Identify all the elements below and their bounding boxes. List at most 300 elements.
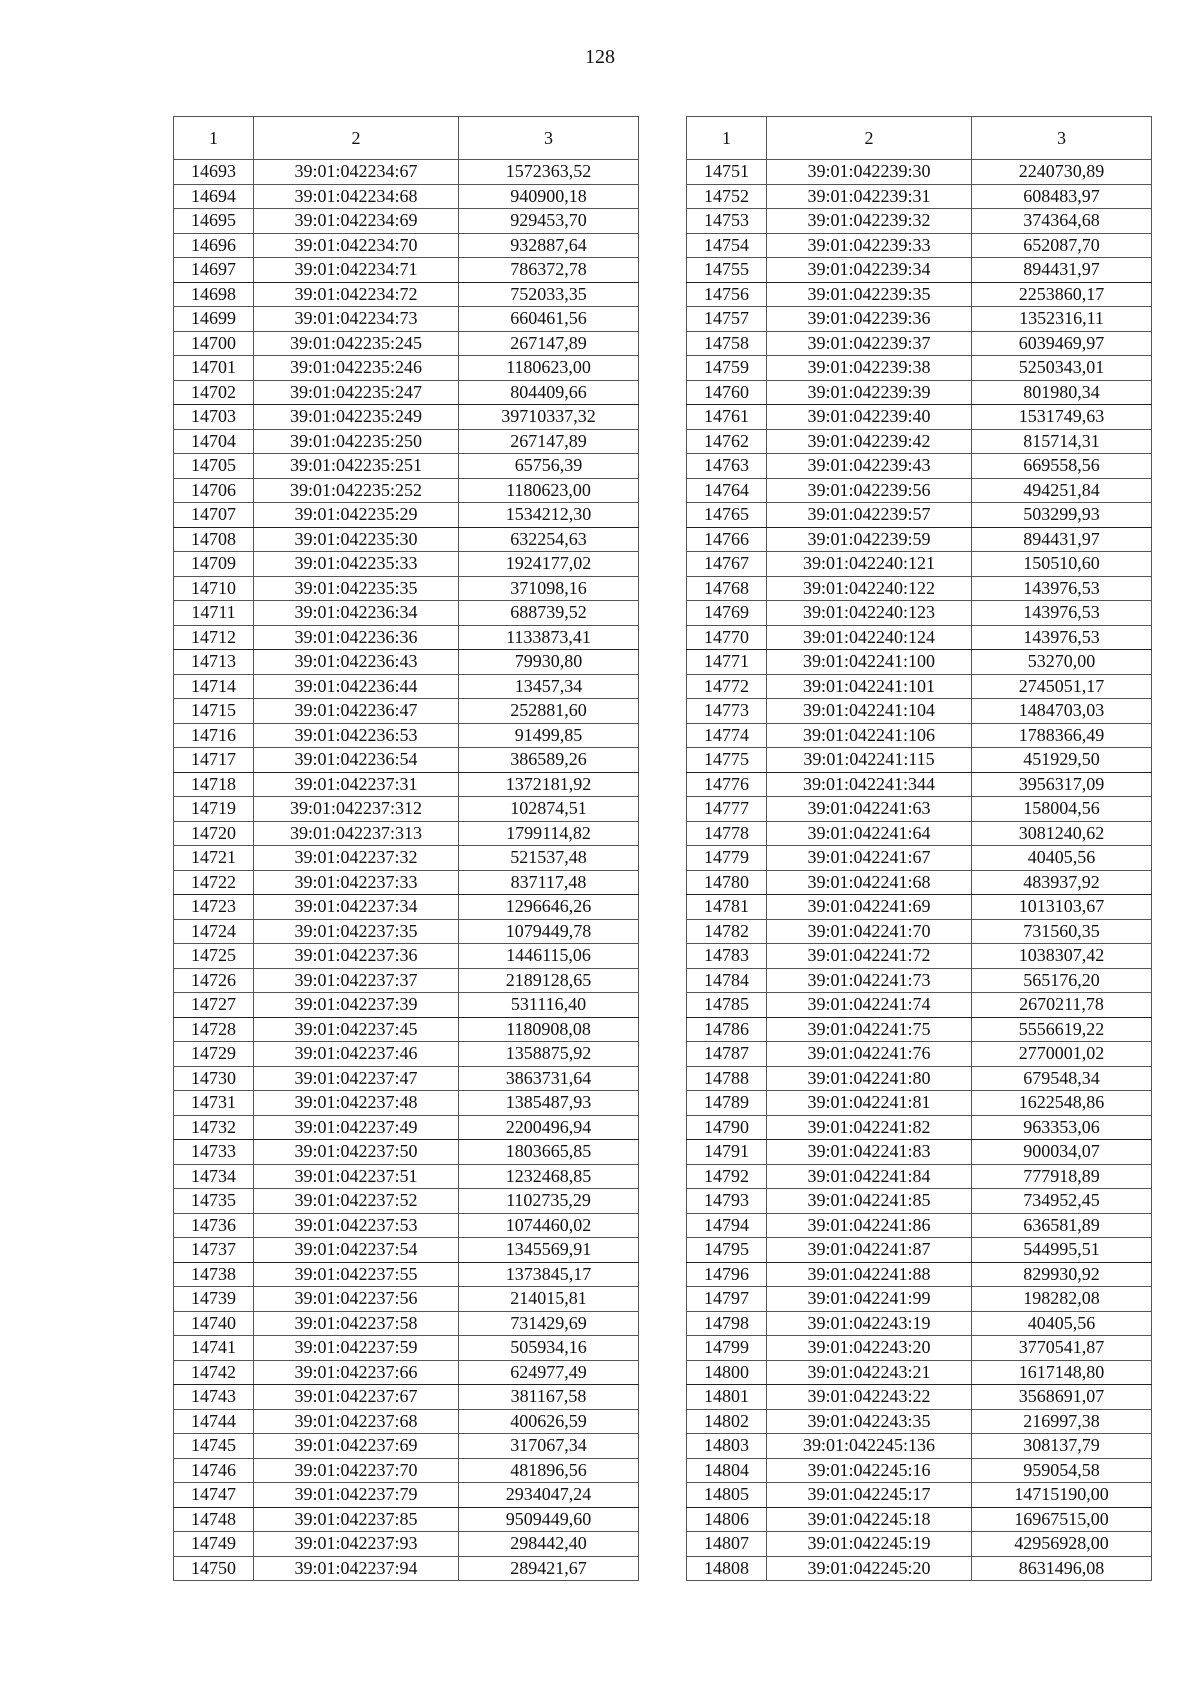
column-header: 2 <box>254 117 459 160</box>
row-number-cell: 14804 <box>687 1458 767 1483</box>
value-cell: 959054,58 <box>972 1458 1152 1483</box>
cadastral-number-cell: 39:01:042237:79 <box>254 1483 459 1508</box>
table-row <box>687 993 1152 1018</box>
table-row <box>174 1262 639 1287</box>
row-number-cell: 14787 <box>687 1042 767 1067</box>
cadastral-number-cell: 39:01:042236:47 <box>254 699 459 724</box>
value-cell: 1622548,86 <box>972 1091 1152 1116</box>
value-cell: 1924177,02 <box>459 552 639 577</box>
row-number-cell: 14719 <box>174 797 254 822</box>
table-row <box>174 699 639 724</box>
value-cell: 829930,92 <box>972 1262 1152 1287</box>
table-row <box>174 429 639 454</box>
value-cell: 267147,89 <box>459 331 639 356</box>
row-number-cell: 14728 <box>174 1017 254 1042</box>
cadastral-number-cell: 39:01:042234:67 <box>254 160 459 185</box>
cadastral-number-cell: 39:01:042237:51 <box>254 1164 459 1189</box>
cadastral-number-cell: 39:01:042237:68 <box>254 1409 459 1434</box>
table-row <box>174 1066 639 1091</box>
value-cell: 298442,40 <box>459 1532 639 1557</box>
row-number-cell: 14746 <box>174 1458 254 1483</box>
cadastral-number-cell: 39:01:042237:32 <box>254 846 459 871</box>
row-number-cell: 14772 <box>687 674 767 699</box>
row-number-cell: 14764 <box>687 478 767 503</box>
table-row <box>687 1311 1152 1336</box>
table-row <box>687 1262 1152 1287</box>
cadastral-number-cell: 39:01:042243:21 <box>767 1360 972 1385</box>
table-row <box>687 356 1152 381</box>
value-cell: 481896,56 <box>459 1458 639 1483</box>
value-cell: 963353,06 <box>972 1115 1152 1140</box>
cadastral-number-cell: 39:01:042235:250 <box>254 429 459 454</box>
row-number-cell: 14801 <box>687 1385 767 1410</box>
row-number-cell: 14733 <box>174 1140 254 1165</box>
cadastral-number-cell: 39:01:042240:124 <box>767 625 972 650</box>
value-cell: 317067,34 <box>459 1434 639 1459</box>
value-cell: 544995,51 <box>972 1238 1152 1263</box>
cadastral-number-cell: 39:01:042243:20 <box>767 1336 972 1361</box>
cadastral-number-cell: 39:01:042237:50 <box>254 1140 459 1165</box>
cadastral-number-cell: 39:01:042236:53 <box>254 723 459 748</box>
row-number-cell: 14703 <box>174 405 254 430</box>
row-number-cell: 14792 <box>687 1164 767 1189</box>
table-row <box>687 1017 1152 1042</box>
table-row <box>174 1189 639 1214</box>
cadastral-number-cell: 39:01:042235:30 <box>254 527 459 552</box>
value-cell: 5556619,22 <box>972 1017 1152 1042</box>
cadastral-number-cell: 39:01:042241:76 <box>767 1042 972 1067</box>
row-number-cell: 14747 <box>174 1483 254 1508</box>
row-number-cell: 14753 <box>687 209 767 234</box>
table-row <box>687 748 1152 773</box>
cadastral-number-cell: 39:01:042235:33 <box>254 552 459 577</box>
cadastral-number-cell: 39:01:042241:70 <box>767 919 972 944</box>
value-cell: 837117,48 <box>459 870 639 895</box>
row-number-cell: 14754 <box>687 233 767 258</box>
row-number-cell: 14708 <box>174 527 254 552</box>
column-header: 2 <box>767 117 972 160</box>
table-row <box>687 1066 1152 1091</box>
table-row <box>687 331 1152 356</box>
cadastral-number-cell: 39:01:042241:101 <box>767 674 972 699</box>
cadastral-number-cell: 39:01:042241:69 <box>767 895 972 920</box>
row-number-cell: 14693 <box>174 160 254 185</box>
value-cell: 216997,38 <box>972 1409 1152 1434</box>
value-cell: 494251,84 <box>972 478 1152 503</box>
table-row <box>687 625 1152 650</box>
table-row <box>687 184 1152 209</box>
table-row <box>687 895 1152 920</box>
value-cell: 1296646,26 <box>459 895 639 920</box>
value-cell: 679548,34 <box>972 1066 1152 1091</box>
value-cell: 932887,64 <box>459 233 639 258</box>
cadastral-number-cell: 39:01:042237:54 <box>254 1238 459 1263</box>
value-cell: 894431,97 <box>972 258 1152 283</box>
row-number-cell: 14799 <box>687 1336 767 1361</box>
cadastral-number-cell: 39:01:042239:35 <box>767 282 972 307</box>
column-header: 3 <box>972 117 1152 160</box>
table-row <box>687 1213 1152 1238</box>
row-number-cell: 14720 <box>174 821 254 846</box>
row-number-cell: 14759 <box>687 356 767 381</box>
value-cell: 1484703,03 <box>972 699 1152 724</box>
row-number-cell: 14774 <box>687 723 767 748</box>
table-row <box>174 1336 639 1361</box>
cadastral-number-cell: 39:01:042237:67 <box>254 1385 459 1410</box>
cadastral-number-cell: 39:01:042235:247 <box>254 380 459 405</box>
value-cell: 565176,20 <box>972 968 1152 993</box>
row-number-cell: 14725 <box>174 944 254 969</box>
table-row <box>687 160 1152 185</box>
cadastral-number-cell: 39:01:042235:245 <box>254 331 459 356</box>
table-row <box>174 993 639 1018</box>
row-number-cell: 14709 <box>174 552 254 577</box>
cadastral-number-cell: 39:01:042241:73 <box>767 968 972 993</box>
cadastral-number-cell: 39:01:042240:121 <box>767 552 972 577</box>
table-row <box>174 184 639 209</box>
row-number-cell: 14767 <box>687 552 767 577</box>
cadastral-number-cell: 39:01:042241:75 <box>767 1017 972 1042</box>
table-row <box>687 1189 1152 1214</box>
value-cell: 5250343,01 <box>972 356 1152 381</box>
table-row <box>174 1091 639 1116</box>
table-row <box>174 1115 639 1140</box>
table-row <box>687 1238 1152 1263</box>
value-cell: 2253860,17 <box>972 282 1152 307</box>
row-number-cell: 14765 <box>687 503 767 528</box>
table-row <box>687 650 1152 675</box>
row-number-cell: 14769 <box>687 601 767 626</box>
cadastral-number-cell: 39:01:042237:39 <box>254 993 459 1018</box>
table-row <box>174 233 639 258</box>
value-cell: 1180623,00 <box>459 478 639 503</box>
value-cell: 1133873,41 <box>459 625 639 650</box>
value-cell: 1038307,42 <box>972 944 1152 969</box>
cadastral-number-cell: 39:01:042239:37 <box>767 331 972 356</box>
row-number-cell: 14698 <box>174 282 254 307</box>
table-row <box>174 674 639 699</box>
value-cell: 451929,50 <box>972 748 1152 773</box>
value-cell: 731429,69 <box>459 1311 639 1336</box>
row-number-cell: 14762 <box>687 429 767 454</box>
value-cell: 1572363,52 <box>459 160 639 185</box>
value-cell: 371098,16 <box>459 576 639 601</box>
table-row <box>687 478 1152 503</box>
row-number-cell: 14779 <box>687 846 767 871</box>
cadastral-number-cell: 39:01:042241:80 <box>767 1066 972 1091</box>
table-row <box>687 797 1152 822</box>
value-cell: 39710337,32 <box>459 405 639 430</box>
row-number-cell: 14730 <box>174 1066 254 1091</box>
cadastral-number-cell: 39:01:042237:56 <box>254 1287 459 1312</box>
cadastral-number-cell: 39:01:042245:17 <box>767 1483 972 1508</box>
value-cell: 1079449,78 <box>459 919 639 944</box>
row-number-cell: 14722 <box>174 870 254 895</box>
table-row <box>687 307 1152 332</box>
value-cell: 688739,52 <box>459 601 639 626</box>
value-cell: 894431,97 <box>972 527 1152 552</box>
cadastral-number-cell: 39:01:042236:54 <box>254 748 459 773</box>
row-number-cell: 14785 <box>687 993 767 1018</box>
table-row <box>174 650 639 675</box>
row-number-cell: 14766 <box>687 527 767 552</box>
value-cell: 505934,16 <box>459 1336 639 1361</box>
table-row <box>174 944 639 969</box>
cadastral-number-cell: 39:01:042237:66 <box>254 1360 459 1385</box>
value-cell: 1013103,67 <box>972 895 1152 920</box>
row-number-cell: 14763 <box>687 454 767 479</box>
row-number-cell: 14751 <box>687 160 767 185</box>
table-row <box>174 968 639 993</box>
cadastral-number-cell: 39:01:042237:49 <box>254 1115 459 1140</box>
cadastral-number-cell: 39:01:042245:19 <box>767 1532 972 1557</box>
value-cell: 503299,93 <box>972 503 1152 528</box>
table-row <box>687 454 1152 479</box>
row-number-cell: 14757 <box>687 307 767 332</box>
cadastral-number-cell: 39:01:042241:106 <box>767 723 972 748</box>
row-number-cell: 14798 <box>687 1311 767 1336</box>
value-cell: 143976,53 <box>972 601 1152 626</box>
value-cell: 2745051,17 <box>972 674 1152 699</box>
row-number-cell: 14696 <box>174 233 254 258</box>
row-number-cell: 14727 <box>174 993 254 1018</box>
cadastral-number-cell: 39:01:042239:36 <box>767 307 972 332</box>
cadastral-number-cell: 39:01:042236:43 <box>254 650 459 675</box>
cadastral-number-cell: 39:01:042237:48 <box>254 1091 459 1116</box>
cadastral-number-cell: 39:01:042235:252 <box>254 478 459 503</box>
row-number-cell: 14744 <box>174 1409 254 1434</box>
cadastral-number-cell: 39:01:042237:313 <box>254 821 459 846</box>
cadastral-number-cell: 39:01:042237:312 <box>254 797 459 822</box>
row-number-cell: 14808 <box>687 1556 767 1581</box>
value-cell: 158004,56 <box>972 797 1152 822</box>
table-row <box>174 723 639 748</box>
row-number-cell: 14803 <box>687 1434 767 1459</box>
cadastral-number-cell: 39:01:042234:68 <box>254 184 459 209</box>
value-cell: 2240730,89 <box>972 160 1152 185</box>
value-cell: 1102735,29 <box>459 1189 639 1214</box>
value-cell: 2934047,24 <box>459 1483 639 1508</box>
cadastral-number-cell: 39:01:042239:57 <box>767 503 972 528</box>
cadastral-number-cell: 39:01:042240:122 <box>767 576 972 601</box>
row-number-cell: 14699 <box>174 307 254 332</box>
cadastral-number-cell: 39:01:042239:43 <box>767 454 972 479</box>
column-header: 3 <box>459 117 639 160</box>
table-row <box>687 1458 1152 1483</box>
cadastral-number-cell: 39:01:042241:68 <box>767 870 972 895</box>
cadastral-number-cell: 39:01:042239:40 <box>767 405 972 430</box>
row-number-cell: 14791 <box>687 1140 767 1165</box>
cadastral-number-cell: 39:01:042241:83 <box>767 1140 972 1165</box>
cadastral-number-cell: 39:01:042237:47 <box>254 1066 459 1091</box>
table-row <box>687 1483 1152 1508</box>
table-row <box>687 1434 1152 1459</box>
table-row <box>687 1532 1152 1557</box>
value-cell: 940900,18 <box>459 184 639 209</box>
value-cell: 1232468,85 <box>459 1164 639 1189</box>
value-cell: 1074460,02 <box>459 1213 639 1238</box>
cadastral-number-cell: 39:01:042241:72 <box>767 944 972 969</box>
table-row <box>174 1434 639 1459</box>
table-row <box>174 1017 639 1042</box>
row-number-cell: 14770 <box>687 625 767 650</box>
cadastral-number-cell: 39:01:042245:18 <box>767 1507 972 1532</box>
cadastral-number-cell: 39:01:042234:71 <box>254 258 459 283</box>
row-number-cell: 14711 <box>174 601 254 626</box>
value-cell: 65756,39 <box>459 454 639 479</box>
row-number-cell: 14743 <box>174 1385 254 1410</box>
value-cell: 267147,89 <box>459 429 639 454</box>
table-row <box>687 1556 1152 1581</box>
row-number-cell: 14716 <box>174 723 254 748</box>
value-cell: 198282,08 <box>972 1287 1152 1312</box>
table-row <box>174 160 639 185</box>
cadastral-number-cell: 39:01:042237:69 <box>254 1434 459 1459</box>
value-cell: 9509449,60 <box>459 1507 639 1532</box>
cadastral-number-cell: 39:01:042237:85 <box>254 1507 459 1532</box>
row-number-cell: 14739 <box>174 1287 254 1312</box>
cadastral-number-cell: 39:01:042239:32 <box>767 209 972 234</box>
cadastral-number-cell: 39:01:042239:33 <box>767 233 972 258</box>
table-row <box>174 282 639 307</box>
value-cell: 1446115,06 <box>459 944 639 969</box>
value-cell: 1534212,30 <box>459 503 639 528</box>
value-cell: 2770001,02 <box>972 1042 1152 1067</box>
row-number-cell: 14797 <box>687 1287 767 1312</box>
value-cell: 632254,63 <box>459 527 639 552</box>
value-cell: 102874,51 <box>459 797 639 822</box>
table-row <box>687 1336 1152 1361</box>
cadastral-number-cell: 39:01:042241:104 <box>767 699 972 724</box>
cadastral-number-cell: 39:01:042237:36 <box>254 944 459 969</box>
table-row <box>687 1507 1152 1532</box>
row-number-cell: 14786 <box>687 1017 767 1042</box>
table-row <box>174 307 639 332</box>
table-row <box>174 405 639 430</box>
row-number-cell: 14705 <box>174 454 254 479</box>
table-row <box>687 1164 1152 1189</box>
row-number-cell: 14737 <box>174 1238 254 1263</box>
table-row <box>687 1091 1152 1116</box>
cadastral-number-cell: 39:01:042237:34 <box>254 895 459 920</box>
value-cell: 1180623,00 <box>459 356 639 381</box>
value-cell: 40405,56 <box>972 846 1152 871</box>
row-number-cell: 14700 <box>174 331 254 356</box>
cadastral-number-cell: 39:01:042235:249 <box>254 405 459 430</box>
table-row <box>174 601 639 626</box>
row-number-cell: 14782 <box>687 919 767 944</box>
table-row <box>174 1556 639 1581</box>
table-row <box>174 1385 639 1410</box>
row-number-cell: 14712 <box>174 625 254 650</box>
table-row <box>174 1042 639 1067</box>
table-row <box>174 552 639 577</box>
cadastral-number-cell: 39:01:042237:37 <box>254 968 459 993</box>
value-cell: 3081240,62 <box>972 821 1152 846</box>
value-cell: 929453,70 <box>459 209 639 234</box>
cadastral-number-cell: 39:01:042234:72 <box>254 282 459 307</box>
cadastral-number-cell: 39:01:042241:64 <box>767 821 972 846</box>
cadastral-number-cell: 39:01:042236:44 <box>254 674 459 699</box>
table-row <box>174 1483 639 1508</box>
value-cell: 386589,26 <box>459 748 639 773</box>
row-number-cell: 14729 <box>174 1042 254 1067</box>
value-cell: 636581,89 <box>972 1213 1152 1238</box>
table-row <box>174 870 639 895</box>
value-cell: 1385487,93 <box>459 1091 639 1116</box>
cadastral-number-cell: 39:01:042241:67 <box>767 846 972 871</box>
value-cell: 308137,79 <box>972 1434 1152 1459</box>
value-cell: 1799114,82 <box>459 821 639 846</box>
value-cell: 400626,59 <box>459 1409 639 1434</box>
row-number-cell: 14710 <box>174 576 254 601</box>
data-table-right <box>686 116 1152 1581</box>
table-row <box>687 1140 1152 1165</box>
row-number-cell: 14731 <box>174 1091 254 1116</box>
row-number-cell: 14802 <box>687 1409 767 1434</box>
table-row <box>174 503 639 528</box>
table-row <box>687 1042 1152 1067</box>
table-row <box>174 380 639 405</box>
table-row <box>687 821 1152 846</box>
value-cell: 1531749,63 <box>972 405 1152 430</box>
row-number-cell: 14702 <box>174 380 254 405</box>
cadastral-number-cell: 39:01:042239:39 <box>767 380 972 405</box>
cadastral-number-cell: 39:01:042239:34 <box>767 258 972 283</box>
table-row <box>174 748 639 773</box>
cadastral-number-cell: 39:01:042237:94 <box>254 1556 459 1581</box>
row-number-cell: 14707 <box>174 503 254 528</box>
table-row <box>174 527 639 552</box>
row-number-cell: 14723 <box>174 895 254 920</box>
value-cell: 1373845,17 <box>459 1262 639 1287</box>
row-number-cell: 14775 <box>687 748 767 773</box>
value-cell: 91499,85 <box>459 723 639 748</box>
table-row <box>174 1458 639 1483</box>
row-number-cell: 14805 <box>687 1483 767 1508</box>
cadastral-number-cell: 39:01:042237:46 <box>254 1042 459 1067</box>
value-cell: 42956928,00 <box>972 1532 1152 1557</box>
cadastral-number-cell: 39:01:042235:35 <box>254 576 459 601</box>
row-number-cell: 14778 <box>687 821 767 846</box>
cadastral-number-cell: 39:01:042243:19 <box>767 1311 972 1336</box>
value-cell: 1180908,08 <box>459 1017 639 1042</box>
row-number-cell: 14721 <box>174 846 254 871</box>
value-cell: 143976,53 <box>972 625 1152 650</box>
row-number-cell: 14777 <box>687 797 767 822</box>
cadastral-number-cell: 39:01:042241:82 <box>767 1115 972 1140</box>
row-number-cell: 14704 <box>174 429 254 454</box>
table-row <box>174 1287 639 1312</box>
value-cell: 6039469,97 <box>972 331 1152 356</box>
cadastral-number-cell: 39:01:042237:58 <box>254 1311 459 1336</box>
cadastral-number-cell: 39:01:042241:63 <box>767 797 972 822</box>
data-table-left <box>173 116 639 1581</box>
row-number-cell: 14740 <box>174 1311 254 1336</box>
table-row <box>174 356 639 381</box>
table-row <box>174 821 639 846</box>
value-cell: 1352316,11 <box>972 307 1152 332</box>
row-number-cell: 14706 <box>174 478 254 503</box>
table-row <box>174 919 639 944</box>
row-number-cell: 14713 <box>174 650 254 675</box>
row-number-cell: 14718 <box>174 772 254 797</box>
table-row <box>687 772 1152 797</box>
cadastral-number-cell: 39:01:042241:115 <box>767 748 972 773</box>
row-number-cell: 14776 <box>687 772 767 797</box>
row-number-cell: 14783 <box>687 944 767 969</box>
table-row <box>174 1238 639 1263</box>
